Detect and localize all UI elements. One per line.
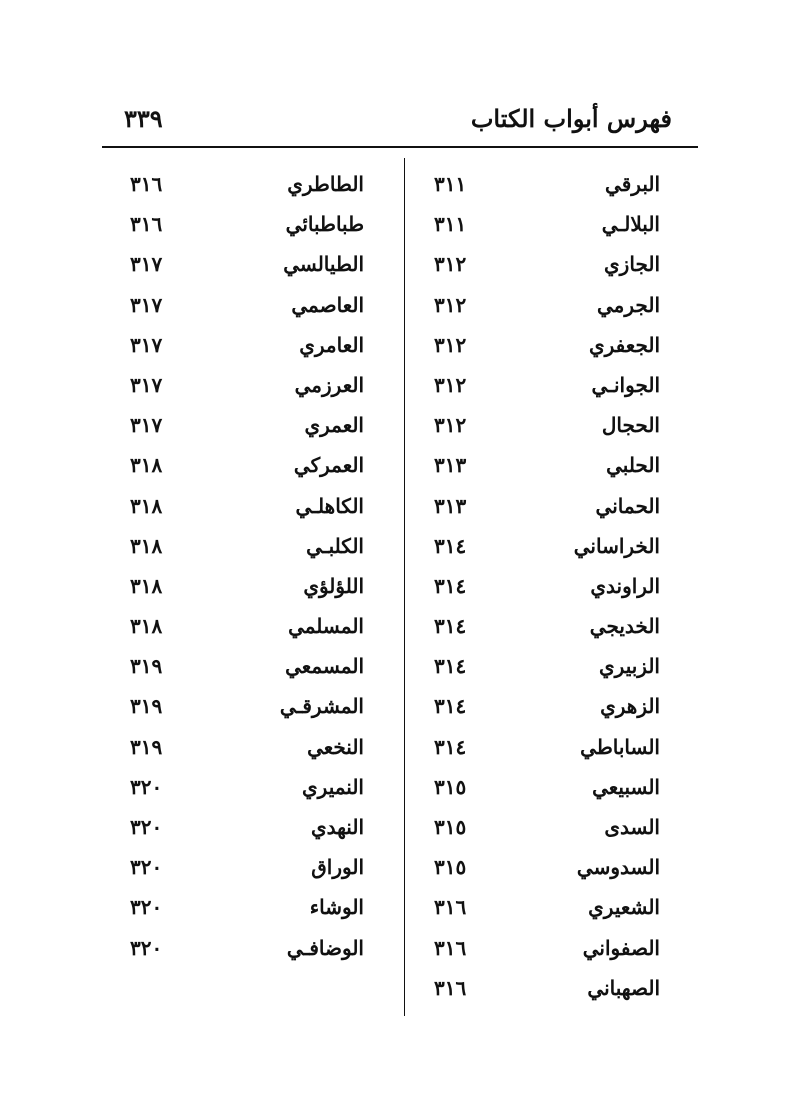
page-title: فهرس أبواب الكتاب — [470, 104, 672, 133]
entry-page-number: ٣١٤ — [434, 734, 467, 759]
index-entry — [420, 530, 660, 570]
entry-page-number: ٣١٣ — [434, 453, 467, 478]
entry-page-number: ٣١٦ — [130, 212, 163, 237]
entry-page-number: ٣١٧ — [130, 332, 163, 357]
index-entry — [110, 690, 364, 730]
entry-page-number: ٣١٥ — [434, 815, 467, 839]
entry-name: الخراساني — [573, 533, 660, 558]
entry-page-number: ٣٢٠ — [130, 935, 163, 960]
entry-name: السدى — [604, 815, 660, 839]
index-entry — [110, 369, 364, 409]
entry-page-number: ٣٢٠ — [130, 895, 163, 920]
entry-page-number: ٣١٢ — [434, 292, 467, 317]
entry-page-number: ٣١٧ — [130, 413, 163, 438]
entry-page-number: ٣٢٠ — [130, 855, 163, 880]
index-entry — [110, 932, 364, 972]
index-entry — [110, 248, 364, 288]
entry-page-number: ٣١٨ — [130, 453, 163, 478]
index-entry — [420, 650, 660, 690]
entry-name: الوشاء — [309, 895, 364, 920]
index-entry — [110, 771, 364, 811]
index-entry — [110, 650, 364, 690]
entry-page-number: ٣١٧ — [130, 372, 163, 397]
entry-page-number: ٣١٩ — [130, 694, 163, 719]
index-entry — [420, 490, 660, 530]
entry-name: الساباطي — [580, 734, 660, 759]
index-entry — [110, 731, 364, 771]
entry-name: الطيالسي — [283, 252, 364, 277]
entry-name: البلالـي — [601, 212, 660, 237]
index-entry — [110, 409, 364, 449]
index-entry — [420, 449, 660, 489]
entry-name: الحلبي — [606, 453, 660, 478]
index-entry — [110, 610, 364, 650]
entry-page-number: ٣١٤ — [434, 533, 467, 558]
index-entry — [110, 208, 364, 248]
entry-page-number: ٣١٥ — [434, 855, 467, 880]
entry-name: اللؤلؤي — [303, 573, 364, 598]
entry-name: البرقي — [605, 172, 660, 196]
entry-name: النهدي — [310, 815, 364, 839]
index-entry — [420, 208, 660, 248]
index-entry — [420, 329, 660, 369]
entry-name: العمركي — [293, 453, 364, 478]
entry-page-number: ٣١٨ — [130, 493, 163, 518]
entry-page-number: ٣١٦ — [434, 895, 467, 920]
entry-page-number: ٣٢٠ — [130, 815, 163, 839]
entry-name: السبيعي — [592, 774, 660, 799]
index-entry — [420, 932, 660, 972]
index-entry — [420, 972, 660, 1012]
entry-name: العاصمي — [291, 292, 364, 317]
entry-name: السدوسي — [576, 855, 660, 880]
index-column-right — [420, 168, 660, 1012]
entry-name: الطاطري — [287, 172, 364, 196]
index-entry — [420, 570, 660, 610]
index-entry — [420, 168, 660, 208]
index-entry — [110, 329, 364, 369]
entry-page-number: ٣١٤ — [434, 654, 467, 679]
entry-name: الكلبـي — [306, 533, 364, 558]
index-entry — [110, 289, 364, 329]
index-entry — [110, 851, 364, 891]
entry-page-number: ٣١٧ — [130, 292, 163, 317]
entry-page-number: ٣١٥ — [434, 774, 467, 799]
index-entry — [110, 490, 364, 530]
entry-name: الراوندي — [590, 573, 660, 598]
entry-name: الجرمي — [597, 292, 660, 317]
entry-name: العمري — [304, 413, 364, 438]
entry-page-number: ٣١٨ — [130, 614, 163, 639]
entry-page-number: ٣١٢ — [434, 332, 467, 357]
entry-name: طباطبائي — [285, 212, 364, 237]
entry-page-number: ٣١٨ — [130, 573, 163, 598]
page-header — [102, 104, 700, 146]
index-entry — [420, 409, 660, 449]
entry-page-number: ٣١١ — [434, 172, 467, 196]
index-column-left — [110, 168, 364, 972]
entry-name: المسلمي — [288, 614, 364, 639]
entry-name: الوراق — [311, 855, 364, 880]
index-entry — [110, 449, 364, 489]
entry-page-number: ٣١٦ — [130, 172, 163, 196]
page-number: ٣٣٩ — [124, 104, 163, 133]
entry-page-number: ٣١٨ — [130, 533, 163, 558]
index-entry — [110, 168, 364, 208]
index-entry — [420, 891, 660, 931]
index-entry — [420, 851, 660, 891]
index-entry — [420, 289, 660, 329]
entry-name: العرزمي — [294, 372, 364, 397]
index-entry — [110, 891, 364, 931]
entry-page-number: ٣١٩ — [130, 654, 163, 679]
entry-page-number: ٣١٢ — [434, 372, 467, 397]
entry-name: الجازي — [604, 252, 660, 277]
index-entry — [420, 369, 660, 409]
entry-page-number: ٣٢٠ — [130, 774, 163, 799]
entry-page-number: ٣١٧ — [130, 252, 163, 277]
entry-name: الوضافـي — [286, 935, 364, 960]
entry-name: الحجال — [601, 413, 660, 438]
entry-page-number: ٣١٢ — [434, 252, 467, 277]
index-entry — [420, 811, 660, 851]
entry-name: الحماني — [595, 493, 660, 518]
entry-page-number: ٣١٤ — [434, 694, 467, 719]
entry-page-number: ٣١٦ — [434, 935, 467, 960]
entry-name: المشرقـي — [279, 694, 364, 719]
entry-name: الزبيري — [599, 654, 660, 679]
entry-name: الكاهلـي — [295, 493, 364, 518]
index-entry — [110, 530, 364, 570]
index-entry — [420, 731, 660, 771]
entry-name: الصفواني — [582, 935, 660, 960]
index-entry — [420, 248, 660, 288]
header-rule — [102, 146, 698, 148]
entry-name: الجوانـي — [591, 372, 660, 397]
entry-name: الشعيري — [588, 895, 660, 920]
entry-name: الزهري — [600, 694, 660, 719]
entry-page-number: ٣١٢ — [434, 413, 467, 438]
entry-page-number: ٣١٤ — [434, 614, 467, 639]
entry-page-number: ٣١٦ — [434, 975, 467, 1000]
entry-page-number: ٣١٩ — [130, 734, 163, 759]
index-entry — [420, 771, 660, 811]
index-entry — [420, 610, 660, 650]
entry-name: الخديجي — [589, 614, 660, 639]
entry-page-number: ٣١٤ — [434, 573, 467, 598]
entry-name: الجعفري — [588, 332, 660, 357]
entry-name: المسمعي — [285, 654, 364, 679]
index-entry — [110, 570, 364, 610]
entry-page-number: ٣١٣ — [434, 493, 467, 518]
column-divider — [404, 158, 405, 1016]
entry-name: النميري — [302, 774, 364, 799]
entry-name: النخعي — [307, 734, 364, 759]
entry-name: العامري — [299, 332, 364, 357]
entry-page-number: ٣١١ — [434, 212, 467, 237]
index-entry — [420, 690, 660, 730]
index-entry — [110, 811, 364, 851]
entry-name: الصهباني — [587, 975, 660, 1000]
